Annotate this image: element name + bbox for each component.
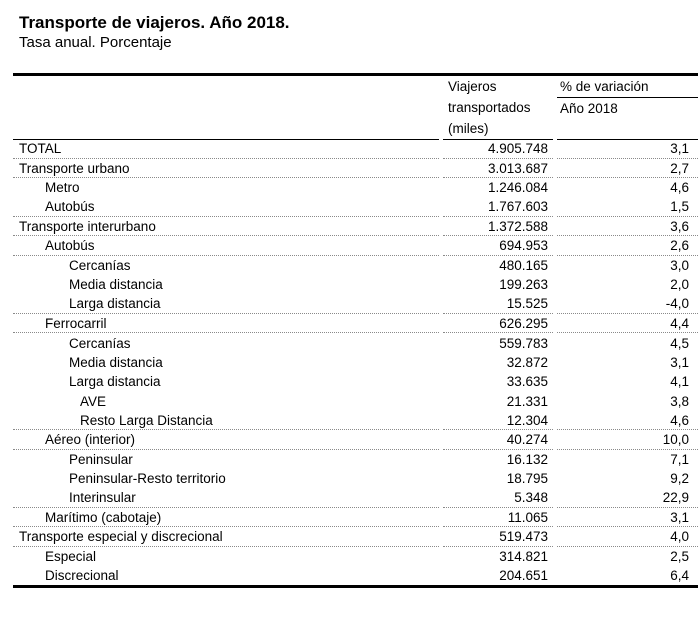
header-passengers-line2: transportados [448, 99, 531, 115]
table-row [13, 450, 698, 469]
table-row [13, 333, 698, 352]
row-label: Ferrocarril [13, 314, 439, 333]
row-variation-value: -4,0 [557, 295, 698, 314]
row-variation-value: 3,1 [557, 140, 698, 159]
row-passengers-value: 15.525 [443, 295, 553, 314]
row-variation-value: 2,6 [557, 236, 698, 255]
table-row [13, 256, 698, 275]
row-label: Resto Larga Distancia [13, 411, 439, 430]
table-header [13, 76, 698, 140]
row-label: Peninsular-Resto territorio [69, 471, 226, 487]
row-label: Discrecional [45, 568, 119, 584]
row-passengers-value: 21.331 [506, 393, 548, 409]
page-title: Transporte de viajeros. Año 2018. [19, 13, 290, 32]
row-passengers-value: 33.635 [506, 374, 548, 390]
row-passengers-value: 32.872 [506, 354, 548, 370]
header-variation-line2: Año 2018 [560, 100, 618, 116]
row-label: AVE [80, 393, 107, 409]
row-passengers-value: 694.953 [443, 236, 553, 255]
row-passengers-value: 1.372.588 [443, 217, 553, 236]
row-variation-value: 3,6 [557, 217, 698, 236]
row-variation-value: 6,4 [670, 568, 689, 584]
row-passengers-value: 519.473 [443, 527, 553, 546]
row-passengers-value: 199.263 [499, 277, 548, 293]
table-row [13, 508, 698, 527]
row-passengers-value: 12.304 [443, 411, 553, 430]
row-passengers-value: 4.905.748 [443, 140, 553, 159]
row-label: Cercanías [69, 258, 131, 274]
header-col-passengers [443, 76, 553, 140]
row-label: Larga distancia [69, 374, 161, 390]
row-label: Cercanías [69, 335, 131, 351]
row-label: TOTAL [13, 140, 439, 159]
table-row [13, 372, 698, 391]
row-variation-value: 2,0 [670, 277, 689, 293]
header-label-spacer [13, 76, 439, 140]
table-row [13, 140, 698, 159]
row-variation-value: 4,6 [557, 411, 698, 430]
table-row [13, 178, 698, 197]
table-row [13, 527, 698, 546]
row-label: Transporte especial y discrecional [13, 527, 439, 546]
row-label: Autobús [13, 198, 439, 217]
row-passengers-value: 11.065 [443, 508, 553, 527]
row-variation-value: 4,0 [557, 527, 698, 546]
table-body [13, 140, 698, 586]
row-passengers-value: 204.651 [499, 568, 548, 584]
row-variation-value: 3,0 [670, 258, 689, 274]
row-label: Larga distancia [13, 295, 439, 314]
table-row [13, 392, 698, 411]
table-row [13, 236, 698, 255]
header-passengers-line3: (miles) [448, 120, 489, 136]
table-row [13, 353, 698, 372]
row-variation-value: 2,5 [670, 548, 689, 564]
row-passengers-value: 1.767.603 [443, 198, 553, 217]
row-label: Marítimo (cabotaje) [13, 508, 439, 527]
row-passengers-value: 18.795 [506, 471, 548, 487]
row-variation-value: 3,8 [670, 393, 689, 409]
table-row [13, 469, 698, 488]
table-row [13, 547, 698, 566]
data-table [13, 73, 698, 588]
table-row [13, 566, 698, 585]
row-label: Autobús [13, 236, 439, 255]
table-row [13, 430, 698, 449]
header-passengers-line1: Viajeros [448, 78, 497, 94]
row-passengers-value: 626.295 [443, 314, 553, 333]
row-passengers-value: 480.165 [499, 258, 548, 274]
row-label: Transporte interurbano [13, 217, 439, 236]
table-row [13, 314, 698, 333]
row-label: Peninsular [69, 451, 133, 467]
header-col-variation [557, 76, 698, 140]
header-variation-line1: % de variación [557, 76, 698, 98]
row-variation-value: 3,1 [557, 508, 698, 527]
row-label: Media distancia [69, 277, 163, 293]
table-row [13, 489, 698, 508]
table-row [13, 159, 698, 178]
row-variation-value: 10,0 [557, 430, 698, 449]
row-variation-value: 4,6 [670, 180, 689, 196]
row-variation-value: 3,1 [670, 354, 689, 370]
row-passengers-value: 3.013.687 [443, 159, 553, 178]
row-label: Transporte urbano [13, 159, 439, 178]
table-row [13, 198, 698, 217]
row-passengers-value: 40.274 [443, 430, 553, 449]
row-variation-value: 4,1 [670, 374, 689, 390]
row-passengers-value: 314.821 [499, 548, 548, 564]
row-label: Especial [45, 548, 97, 564]
row-variation-value: 4,4 [557, 314, 698, 333]
table-row [13, 217, 698, 236]
row-passengers-value: 1.246.084 [487, 180, 548, 196]
table-row [13, 275, 698, 294]
row-passengers-value: 559.783 [499, 335, 548, 351]
table-row [13, 295, 698, 314]
row-label: Media distancia [69, 354, 163, 370]
row-label: Aéreo (interior) [13, 430, 439, 449]
row-variation-value: 2,7 [557, 159, 698, 178]
row-variation-value: 4,5 [670, 335, 689, 351]
table-bottom-rule [13, 585, 698, 588]
row-variation-value: 22,9 [557, 489, 698, 508]
row-variation-value: 9,2 [670, 471, 689, 487]
row-passengers-value: 16.132 [506, 451, 548, 467]
row-label: Interinsular [13, 489, 439, 508]
table-row [13, 411, 698, 430]
row-label: Metro [45, 180, 80, 196]
page-subtitle: Tasa anual. Porcentaje [19, 34, 172, 51]
row-variation-value: 7,1 [670, 451, 689, 467]
row-variation-value: 1,5 [557, 198, 698, 217]
row-passengers-value: 5.348 [443, 489, 553, 508]
